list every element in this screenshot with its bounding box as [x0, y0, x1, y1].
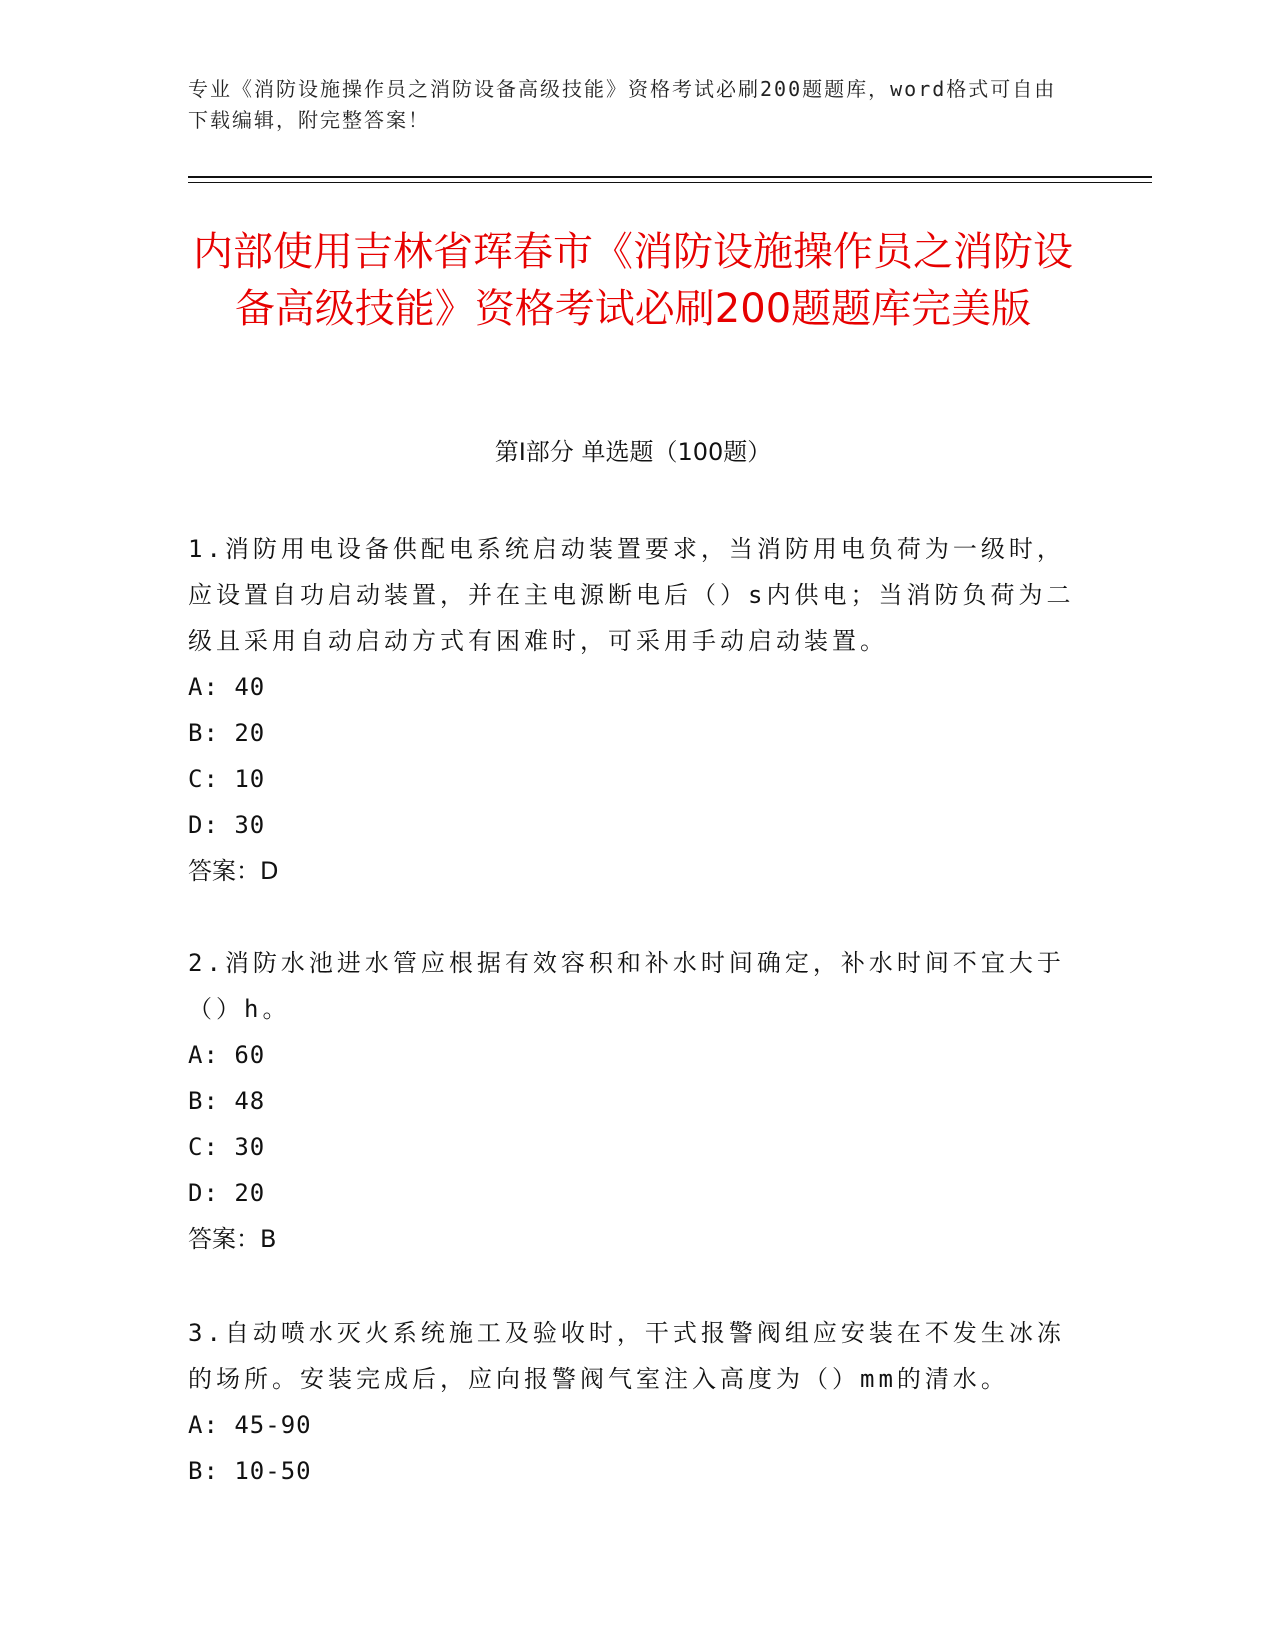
- question-stem: 2.消防水池进水管应根据有效容积和补水时间确定，补水时间不宜大于（）h。: [188, 949, 1065, 1023]
- option-d: D: 30: [188, 811, 266, 839]
- question-block: [188, 1310, 1088, 1494]
- option-b: B: 20: [188, 719, 266, 747]
- header-note: 专业《消防设施操作员之消防设备高级技能》资格考试必刷200题题库，word格式可自由下载编辑，附完整答案！: [188, 77, 1057, 132]
- option-b: B: 10-50: [188, 1457, 312, 1485]
- option-a: A: 45-90: [188, 1411, 312, 1439]
- option-d: D: 20: [188, 1179, 266, 1207]
- option-b: B: 48: [188, 1087, 266, 1115]
- question-stem: 1.消防用电设备供配电系统启动装置要求，当消防用电负荷为一级时，应设置自功启动装置，并在主电源断电后（）s内供电；当消防负荷为二级且采用自动启动方式有困难时，可采用手动启动装置。: [188, 535, 1075, 655]
- answer-label: 答案：D: [188, 857, 279, 885]
- question-block: [188, 940, 1088, 1262]
- question-stem: 3.自动喷水灭火系统施工及验收时，干式报警阀组应安装在不发生冰冻的场所。安装完成后，应向报警阀气室注入高度为（）mm的清水。: [188, 1319, 1065, 1393]
- option-a: A: 40: [188, 673, 266, 701]
- option-c: C: 10: [188, 765, 266, 793]
- question-block: [188, 526, 1088, 894]
- header-divider-thin: [188, 182, 1152, 183]
- header-divider-thick: [188, 176, 1152, 178]
- option-c: C: 30: [188, 1133, 266, 1161]
- document-title: 内部使用吉林省珲春市《消防设施操作员之消防设备高级技能》资格考试必刷200题题库完美版: [193, 229, 1073, 332]
- answer-label: 答案：B: [188, 1225, 277, 1253]
- section-heading: 第I部分 单选题（100题）: [494, 438, 772, 466]
- option-a: A: 60: [188, 1041, 266, 1069]
